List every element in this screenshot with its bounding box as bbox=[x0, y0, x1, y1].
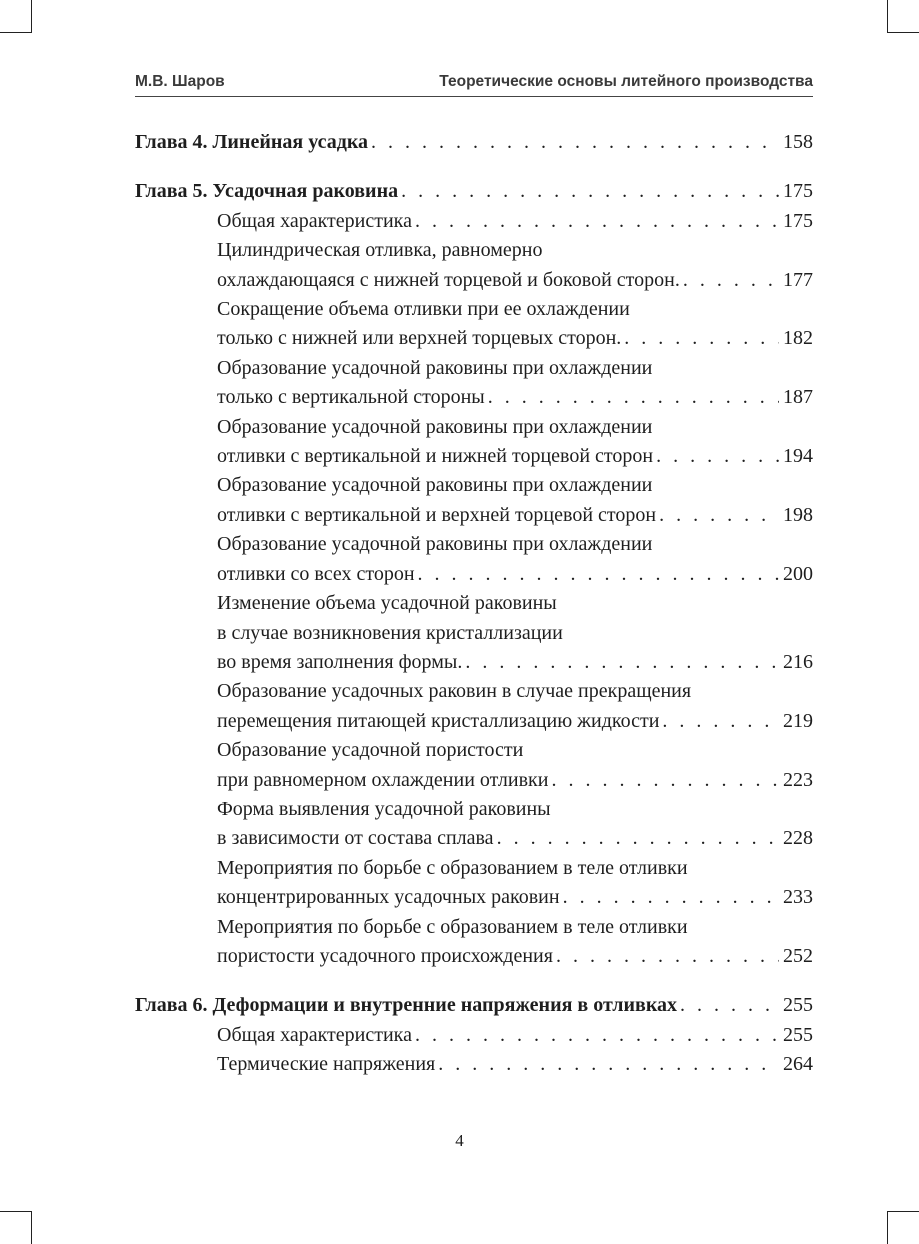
toc-entry[interactable] bbox=[135, 128, 813, 157]
section-title-line: Образование усадочной раковины при охлаждении bbox=[217, 356, 653, 379]
section-title: перемещения питающей кристаллизацию жидкости bbox=[217, 709, 660, 732]
section-title-line: Образование усадочной раковины при охлаждении bbox=[217, 533, 653, 556]
dot-leader bbox=[415, 1021, 779, 1050]
dot-leader bbox=[662, 707, 779, 736]
section-title: отливки со всех сторон bbox=[217, 562, 415, 585]
chapter-label: Глава 6. bbox=[135, 994, 208, 1017]
section-title: при равномерном охлаждении отливки bbox=[217, 768, 549, 791]
crop-mark-top-right-vertical bbox=[887, 0, 888, 33]
page-ref: 198 bbox=[783, 503, 813, 526]
section-title-line: Образование усадочных раковин в случае прекращения bbox=[217, 680, 692, 703]
page-ref: 233 bbox=[783, 886, 813, 909]
dot-leader bbox=[415, 207, 779, 236]
page-ref: 194 bbox=[783, 445, 813, 468]
section-title-line: Образование усадочной раковины при охлаждении bbox=[217, 474, 653, 497]
toc-entry[interactable] bbox=[135, 942, 813, 971]
dot-leader bbox=[683, 266, 779, 295]
section-title: Общая характеристика bbox=[217, 1023, 412, 1046]
dot-leader bbox=[371, 128, 779, 157]
toc-entry[interactable] bbox=[135, 648, 813, 677]
chapter-label: Глава 4. bbox=[135, 131, 208, 153]
page-ref: 264 bbox=[783, 1053, 813, 1076]
chapter-6 bbox=[135, 991, 813, 1079]
section-title: только с нижней или верхней торцевых сторон. bbox=[217, 327, 622, 350]
page-ref: 177 bbox=[783, 268, 813, 291]
page-ref: 200 bbox=[783, 562, 813, 585]
section-title: Общая характеристика bbox=[217, 209, 412, 232]
page-ref: 182 bbox=[783, 327, 813, 350]
toc-entry[interactable] bbox=[135, 991, 813, 1020]
section-title: концентрированных усадочных раковин bbox=[217, 886, 560, 909]
page-ref: 228 bbox=[783, 827, 813, 850]
toc-entry[interactable] bbox=[135, 266, 813, 295]
section-title-line: Образование усадочной пористости bbox=[217, 739, 524, 762]
section-title: охлаждающаяся с нижней торцевой и боковой сторон. bbox=[217, 268, 680, 291]
page-ref: 175 bbox=[783, 209, 813, 232]
section-title: пористости усадочного происхождения bbox=[217, 944, 553, 967]
section-title-line: в случае возникновения кристаллизации bbox=[217, 621, 563, 644]
chapter-4 bbox=[135, 128, 813, 157]
dot-leader bbox=[438, 1050, 779, 1079]
dot-leader bbox=[563, 883, 779, 912]
section-title-line: Образование усадочной раковины при охлаждении bbox=[217, 415, 653, 438]
toc-entry[interactable] bbox=[135, 824, 813, 853]
toc-entry[interactable] bbox=[135, 383, 813, 412]
chapter-title: Усадочная раковина bbox=[212, 180, 399, 203]
page-ref: 216 bbox=[783, 650, 813, 673]
dot-leader bbox=[497, 824, 779, 853]
page-ref: 223 bbox=[783, 768, 813, 791]
section-title-line: Сокращение объема отливки при ее охлаждении bbox=[217, 298, 630, 321]
table-of-contents bbox=[135, 128, 813, 1100]
dot-leader bbox=[401, 177, 779, 206]
crop-mark-top-left-vertical bbox=[31, 0, 32, 33]
section-title-line: Изменение объема усадочной раковины bbox=[217, 592, 557, 615]
dot-leader bbox=[465, 648, 779, 677]
section-title: отливки с вертикальной и верхней торцевой сторон bbox=[217, 503, 657, 526]
chapter-title: Деформации и внутренние напряжения в отливках bbox=[212, 994, 678, 1017]
page-ref: 175 bbox=[783, 180, 813, 203]
section-title: во время заполнения формы. bbox=[217, 650, 463, 673]
page-number: 4 bbox=[455, 1131, 464, 1150]
section-title: только с вертикальной стороны bbox=[217, 386, 485, 409]
toc-entry[interactable] bbox=[135, 560, 813, 589]
section-title: в зависимости от состава сплава bbox=[217, 827, 494, 850]
section-title-line: Мероприятия по борьбе с образованием в теле отливки bbox=[217, 856, 688, 879]
dot-leader bbox=[656, 442, 779, 471]
running-header bbox=[135, 73, 813, 97]
page-ref: 255 bbox=[783, 1023, 813, 1046]
dot-leader bbox=[680, 991, 779, 1020]
dot-leader bbox=[488, 383, 779, 412]
toc-entry[interactable] bbox=[135, 766, 813, 795]
section-title-line: Цилиндрическая отливка, равномерно bbox=[217, 239, 543, 262]
toc-entry[interactable] bbox=[135, 707, 813, 736]
chapter-5 bbox=[135, 177, 813, 971]
chapter-title: Линейная усадка bbox=[212, 131, 369, 153]
toc-entry[interactable] bbox=[135, 177, 813, 206]
dot-leader bbox=[624, 324, 779, 353]
crop-mark-top-right-horizontal bbox=[887, 32, 919, 33]
page-ref: 252 bbox=[783, 944, 813, 967]
section-title: Термические напряжения bbox=[217, 1053, 436, 1076]
chapter-label: Глава 5. bbox=[135, 180, 208, 203]
page-ref: 219 bbox=[783, 709, 813, 732]
header-author: М.В. Шаров bbox=[135, 73, 225, 90]
crop-mark-bottom-left-horizontal bbox=[0, 1211, 32, 1212]
section-title-line: Мероприятия по борьбе с образованием в теле отливки bbox=[217, 915, 688, 938]
toc-entry[interactable] bbox=[135, 324, 813, 353]
toc-entry[interactable] bbox=[135, 501, 813, 530]
header-book-title: Теоретические основы литейного производства bbox=[439, 73, 813, 90]
page-ref: 187 bbox=[783, 386, 813, 409]
crop-mark-bottom-left-vertical bbox=[31, 1211, 32, 1244]
page-ref: 255 bbox=[783, 994, 813, 1017]
page-ref: 158 bbox=[783, 131, 813, 153]
crop-mark-top-left-horizontal bbox=[0, 32, 32, 33]
dot-leader bbox=[659, 501, 779, 530]
dot-leader bbox=[418, 560, 779, 589]
toc-entry[interactable] bbox=[135, 883, 813, 912]
section-title-line: Форма выявления усадочной раковины bbox=[217, 797, 551, 820]
toc-entry[interactable] bbox=[135, 1050, 813, 1079]
toc-entry[interactable] bbox=[135, 442, 813, 471]
crop-mark-bottom-right-vertical bbox=[887, 1211, 888, 1244]
dot-leader bbox=[556, 942, 779, 971]
toc-entry[interactable] bbox=[135, 207, 813, 236]
toc-entry[interactable] bbox=[135, 1021, 813, 1050]
crop-mark-bottom-right-horizontal bbox=[887, 1211, 919, 1212]
section-title: отливки с вертикальной и нижней торцевой сторон bbox=[217, 445, 654, 468]
dot-leader bbox=[551, 766, 779, 795]
